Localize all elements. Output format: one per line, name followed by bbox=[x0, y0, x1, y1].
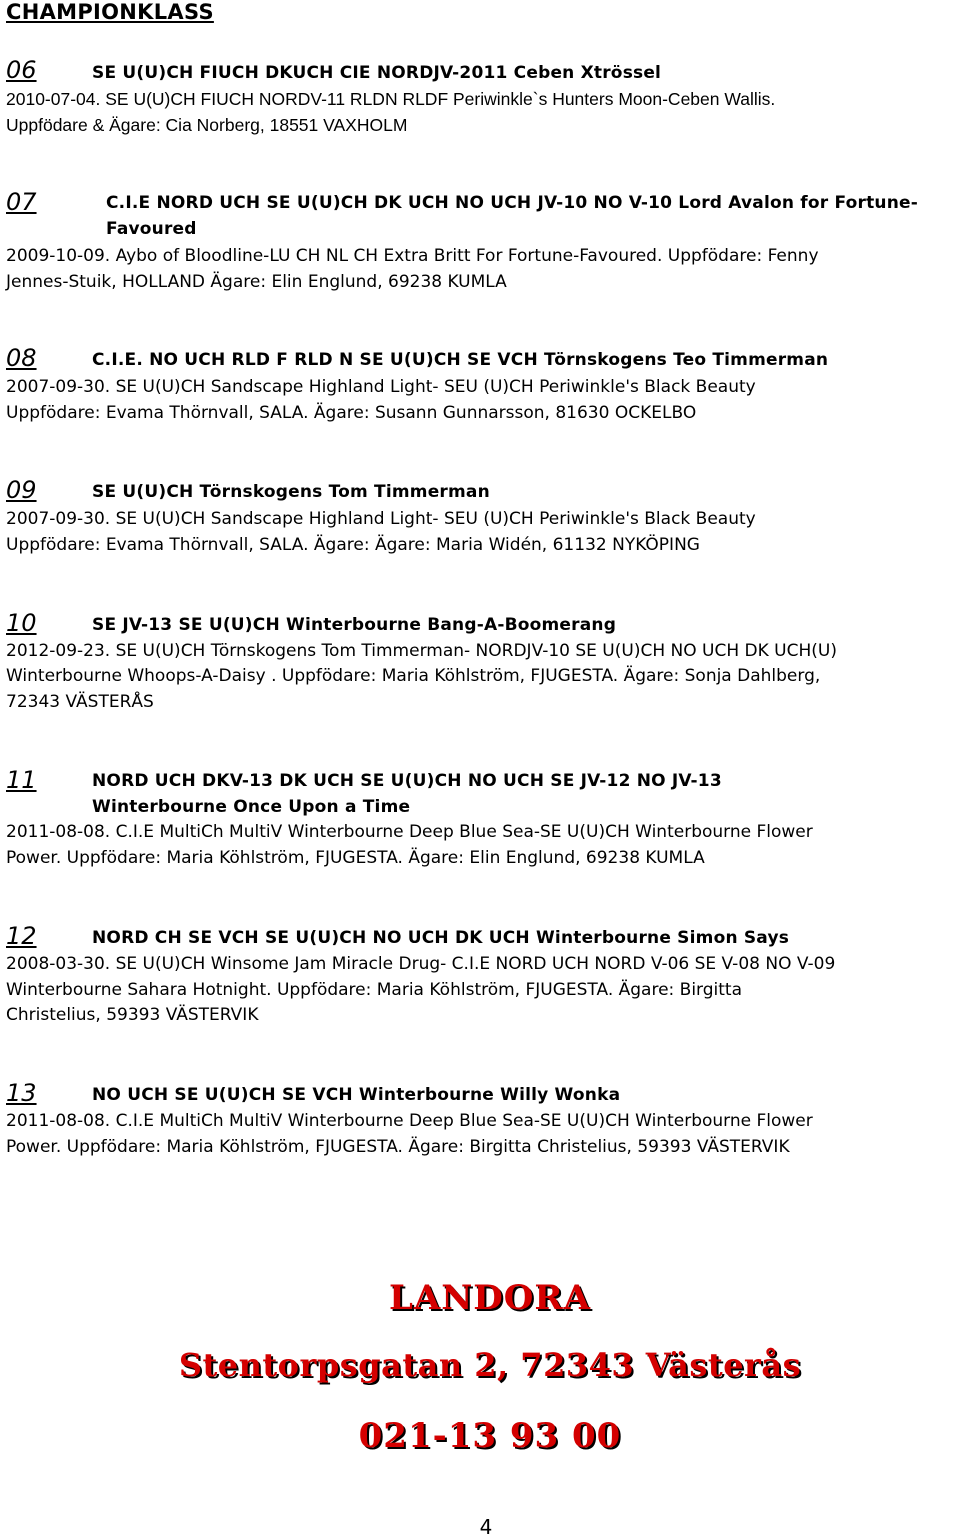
entry-line: 2007-09-30. SE U(U)CH Sandscape Highland Light- SEU (U)CH Periwinkle's Black Beauty bbox=[6, 377, 756, 397]
entry-title: Winterbourne Once Upon a Time bbox=[92, 797, 411, 817]
entry-line: 2008-03-30. SE U(U)CH Winsome Jam Miracle Drug- C.I.E NORD UCH NORD V-06 SE V-08 NO V-09 bbox=[6, 954, 836, 974]
entry-line: 2011-08-08. C.I.E MultiCh MultiV Winterbourne Deep Blue Sea-SE U(U)CH Winterbourne Flower bbox=[6, 1111, 813, 1131]
entry-title: SE JV-13 SE U(U)CH Winterbourne Bang-A-Boomerang bbox=[92, 615, 617, 635]
advert-name: LANDORA bbox=[388, 1278, 592, 1318]
entry-title: Favoured bbox=[106, 219, 197, 239]
entry-line: 2010-07-04. SE U(U)CH FIUCH NORDV-11 RLDN RLDF Periwinkle`s Hunters Moon-Ceben Wallis. bbox=[6, 89, 776, 109]
entry-line: Uppfödare: Evama Thörnvall, SALA. Ägare: Susann Gunnarsson, 81630 OCKELBO bbox=[6, 403, 697, 423]
entry-line: 2007-09-30. SE U(U)CH Sandscape Highland Light- SEU (U)CH Periwinkle's Black Beauty bbox=[6, 509, 756, 529]
entry-line: 72343 VÄSTERÅS bbox=[6, 692, 154, 712]
entry-number: 07 bbox=[6, 188, 37, 216]
entry-line: Power. Uppfödare: Maria Köhlström, FJUGESTA. Ägare: Birgitta Christelius, 59393 VÄSTERVIK bbox=[6, 1137, 790, 1157]
entry-line: Uppfödare: Evama Thörnvall, SALA. Ägare: Ägare: Maria Widén, 61132 NYKÖPING bbox=[6, 535, 700, 555]
entry-title: NO UCH SE U(U)CH SE VCH Winterbourne Willy Wonka bbox=[92, 1085, 621, 1105]
advert-phone: 021-13 93 00 bbox=[358, 1416, 622, 1456]
entry-number: 10 bbox=[6, 609, 37, 637]
entry-number: 12 bbox=[6, 922, 37, 950]
entry-line: Winterbourne Sahara Hotnight. Uppfödare: Maria Köhlström, FJUGESTA. Ägare: Birgitta bbox=[6, 980, 743, 1000]
entry-title: NORD CH SE VCH SE U(U)CH NO UCH DK UCH Winterbourne Simon Says bbox=[92, 928, 790, 948]
entry-line: Christelius, 59393 VÄSTERVIK bbox=[6, 1005, 259, 1025]
page-number: 4 bbox=[479, 1515, 493, 1539]
entry-number: 09 bbox=[6, 476, 37, 504]
entry-number: 06 bbox=[6, 56, 37, 84]
entry-line: Power. Uppfödare: Maria Köhlström, FJUGESTA. Ägare: Elin Englund, 69238 KUMLA bbox=[6, 848, 705, 868]
section-heading: CHAMPIONKLASS bbox=[6, 0, 214, 24]
entry-line: Jennes-Stuik, HOLLAND Ägare: Elin Englund, 69238 KUMLA bbox=[6, 272, 507, 292]
entry-line: Winterbourne Whoops-A-Daisy . Uppfödare: Maria Köhlström, FJUGESTA. Ägare: Sonja Dahlberg, bbox=[6, 666, 821, 686]
entry-line: 2009-10-09. Aybo of Bloodline-LU CH NL CH Extra Britt For Fortune-Favoured. Uppfödare: Fenny bbox=[6, 246, 819, 266]
entry-title: SE U(U)CH Törnskogens Tom Timmerman bbox=[92, 482, 490, 502]
entry-number: 08 bbox=[6, 344, 37, 372]
entry-title: C.I.E NORD UCH SE U(U)CH DK UCH NO UCH JV-10 NO V-10 Lord Avalon for Fortune- bbox=[106, 193, 918, 213]
entry-title: C.I.E. NO UCH RLD F RLD N SE U(U)CH SE VCH Törnskogens Teo Timmerman bbox=[92, 350, 829, 370]
entry-title: NORD UCH DKV-13 DK UCH SE U(U)CH NO UCH SE JV-12 NO JV-13 bbox=[92, 771, 722, 791]
entry-number: 13 bbox=[6, 1079, 37, 1107]
advert-address: Stentorpsgatan 2, 72343 Västerås bbox=[178, 1346, 802, 1384]
entry-title: SE U(U)CH FIUCH DKUCH CIE NORDJV-2011 Ceben Xtrössel bbox=[92, 63, 662, 83]
entry-line: 2012-09-23. SE U(U)CH Törnskogens Tom Timmerman- NORDJV-10 SE U(U)CH NO UCH DK UCH(U) bbox=[6, 641, 837, 661]
entry-line: Uppfödare & Ägare: Cia Norberg, 18551 VAXHOLM bbox=[6, 115, 408, 135]
entry-number: 11 bbox=[6, 766, 37, 794]
entry-line: 2011-08-08. C.I.E MultiCh MultiV Winterbourne Deep Blue Sea-SE U(U)CH Winterbourne Flower bbox=[6, 822, 813, 842]
